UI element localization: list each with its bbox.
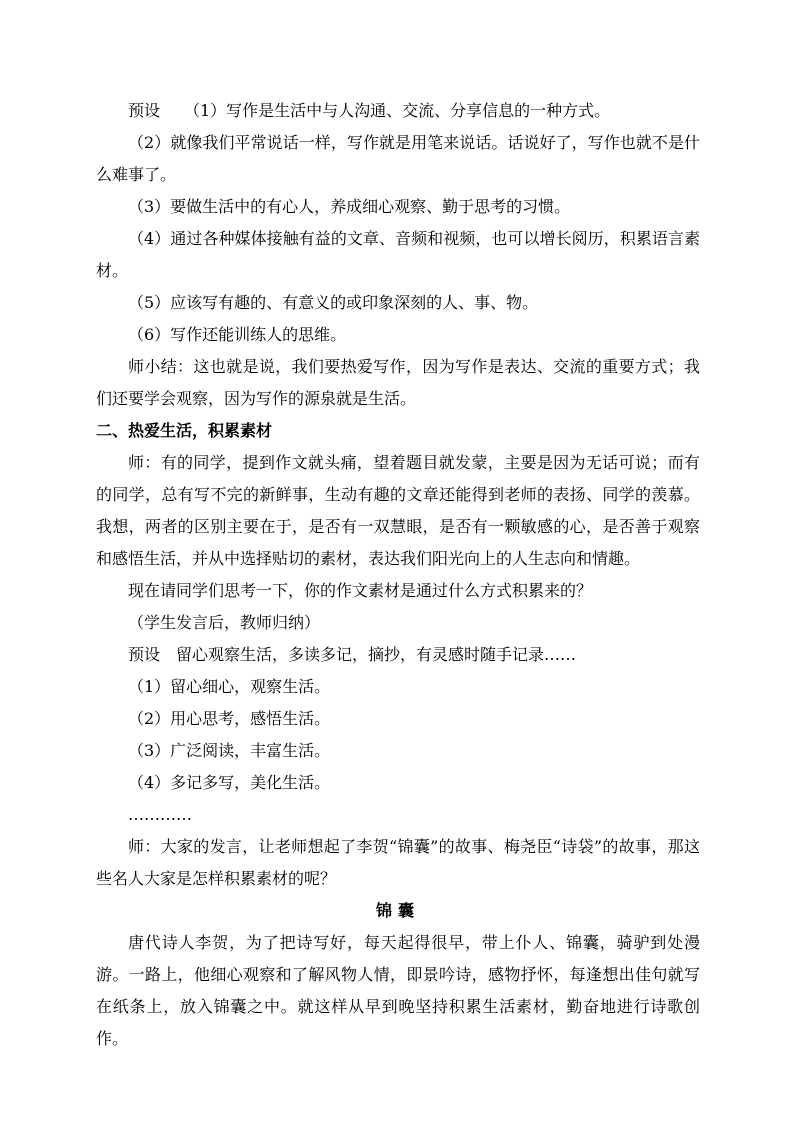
ellipsis-line: …………: [128, 805, 192, 824]
method-item-1: （1）留心细心，观察生活。: [128, 677, 331, 696]
section-heading: 二、热爱生活，积累素材: [96, 421, 273, 440]
method-item-2: （2）用心思考，感悟生活。: [128, 709, 331, 728]
teacher-story-intro-paragraph: 师：大家的发言，让老师想起了李贺“锦囊”的故事、梅尧臣“诗袋”的故事，那这些名人大家是怎样积累素材的呢？: [96, 837, 700, 888]
preset-item-5: （5）应该写有趣的、有意义的或印象深刻的人、事、物。: [128, 293, 539, 312]
preset-methods-paragraph: 预设 留心观察生活，多读多记，摘抄，有灵感时随手记录……: [128, 645, 577, 664]
document-page: [96, 95, 700, 1055]
preset-item-4: （4）通过各种媒体接触有益的文章、音频和视频，也可以增长阅历，积累语言素材。: [96, 229, 700, 280]
story-title: 锦囊: [375, 901, 420, 920]
preset-item-3: （3）要做生活中的有心人，养成细心观察、勤于思考的习惯。: [128, 197, 571, 216]
student-note-paragraph: （学生发言后，教师归纳）: [128, 613, 321, 632]
preset-item-6: （6）写作还能训练人的思维。: [128, 325, 347, 344]
method-item-3: （3）广泛阅读，丰富生活。: [128, 741, 331, 760]
story-paragraph: 唐代诗人李贺，为了把诗写好，每天起得很早，带上仆人、锦囊，骑驴到处漫游。一路上，他细心观察和了解风物人情，即景吟诗，感物抒怀，每逢想出佳句就写在纸条上，放入锦囊之中。就这样从早到晚坚持积累生活素材，勤奋地进行诗歌创作。: [96, 933, 700, 1048]
teacher-discussion-paragraph: 师：有的同学，提到作文就头痛，望着题目就发蒙，主要是因为无话可说；而有的同学，总有写不完的新鲜事，生动有趣的文章还能得到老师的表扬、同学的羡慕。我想，两者的区别主要在于，是否有一双慧眼，是否有一颗敏感的心，是否善于观察和感悟生活，并从中选择贴切的素材，表达我们阳光向上的人生志向和情趣。: [96, 453, 700, 568]
preset-item-2: （2）就像我们平常说话一样，写作就是用笔来说话。话说好了，写作也就不是什么难事了。: [96, 133, 700, 184]
preset-intro-paragraph: 预设 （1）写作是生活中与人沟通、交流、分享信息的一种方式。: [128, 101, 611, 120]
method-item-4: （4）多记多写，美化生活。: [128, 773, 331, 792]
question-paragraph: 现在请同学们思考一下，你的作文素材是通过什么方式积累来的？: [128, 581, 593, 600]
teacher-summary-paragraph: 师小结：这也就是说，我们要热爱写作，因为写作是表达、交流的重要方式；我们还要学会观察，因为写作的源泉就是生活。: [96, 357, 700, 408]
